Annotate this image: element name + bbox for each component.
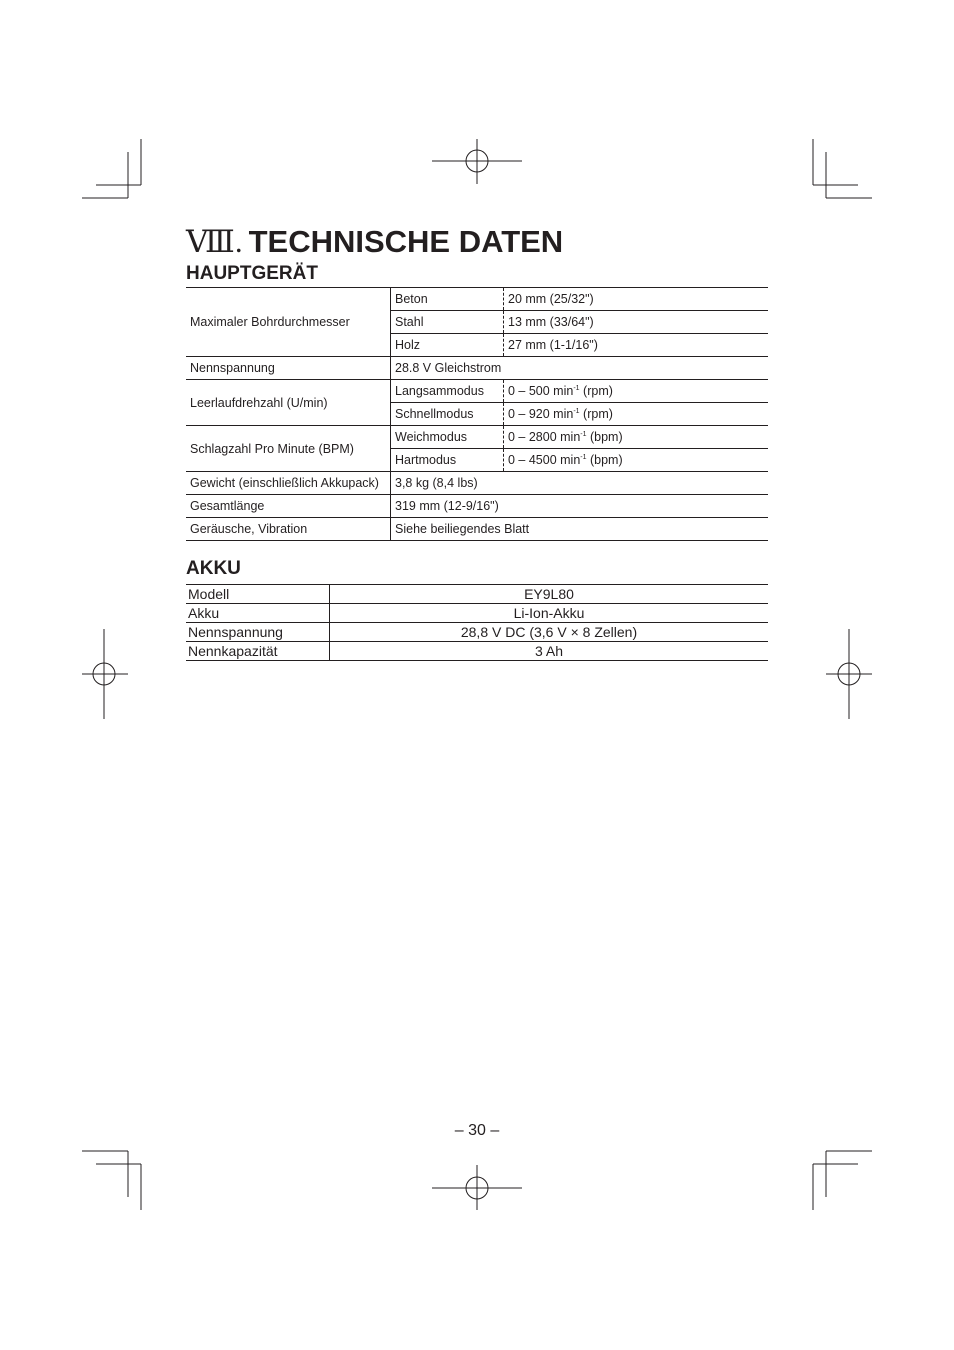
spec-value: Siehe beiliegendes Blatt — [391, 518, 769, 541]
spec-label: Geräusche, Vibration — [186, 518, 391, 541]
battery-key: Akku — [186, 604, 330, 623]
spec-label: Leerlaufdrehzahl (U/min) — [186, 380, 391, 426]
table-row — [186, 585, 768, 604]
table-row — [186, 380, 768, 403]
spec-value: 0 – 500 $\min^{-1} (rpm)$ — [504, 380, 769, 403]
battery-value: 3 Ah — [330, 642, 769, 661]
spec-sublabel: Weichmodus — [391, 426, 504, 449]
spec-value: 319 mm (12-9/16") — [391, 495, 769, 518]
spec-label: Nennspannung — [186, 357, 391, 380]
table-row — [186, 623, 768, 642]
battery-spec-table — [186, 584, 768, 661]
spec-label: Gesamtlänge — [186, 495, 391, 518]
battery-key: Modell — [186, 585, 330, 604]
section-title: TECHNISCHE DATEN — [248, 224, 564, 259]
page-title — [186, 224, 563, 260]
spec-value: 3,8 kg (8,4 lbs) — [391, 472, 769, 495]
table-row — [186, 472, 768, 495]
table-row — [186, 357, 768, 380]
spec-label: Gewicht (einschließlich Akkupack) — [186, 472, 391, 495]
spec-sublabel: Stahl — [391, 311, 504, 334]
table-row — [186, 426, 768, 449]
spec-value: 0 – 4500 $\min^{-1} (bpm)$ — [504, 449, 769, 472]
battery-key: Nennspannung — [186, 623, 330, 642]
spec-label: Maximaler Bohrdurchmesser — [186, 288, 391, 357]
spec-sublabel: Holz — [391, 334, 504, 357]
main-unit-heading: HAUPTGERÄT — [186, 263, 318, 284]
table-row — [186, 495, 768, 518]
table-row — [186, 642, 768, 661]
battery-value: 28,8 V DC (3,6 V × 8 Zellen) — [330, 623, 769, 642]
spec-value: 13 mm (33/64") — [504, 311, 769, 334]
main-unit-spec-table — [186, 287, 768, 541]
page-number: – 30 – — [454, 1122, 500, 1139]
spec-value: 0 – 2800 $\min^{-1} (bpm)$ — [504, 426, 769, 449]
spec-sublabel: Hartmodus — [391, 449, 504, 472]
table-row — [186, 518, 768, 541]
spec-value: 0 – 920 $\min^{-1} (rpm)$ — [504, 403, 769, 426]
spec-label: Schlagzahl Pro Minute (BPM) — [186, 426, 391, 472]
spec-sublabel: Schnellmodus — [391, 403, 504, 426]
spec-sublabel: Beton — [391, 288, 504, 311]
section-numeral: Ⅷ. — [186, 224, 243, 259]
spec-sublabel: Langsammodus — [391, 380, 504, 403]
battery-heading: AKKU — [186, 558, 241, 579]
spec-value: 27 mm (1-1/16") — [504, 334, 769, 357]
spec-value: 28.8 V Gleichstrom — [391, 357, 769, 380]
battery-value: EY9L80 — [330, 585, 769, 604]
battery-key: Nennkapazität — [186, 642, 330, 661]
table-row — [186, 288, 768, 311]
battery-value: Li-Ion-Akku — [330, 604, 769, 623]
spec-value: 20 mm (25/32") — [504, 288, 769, 311]
table-row — [186, 604, 768, 623]
